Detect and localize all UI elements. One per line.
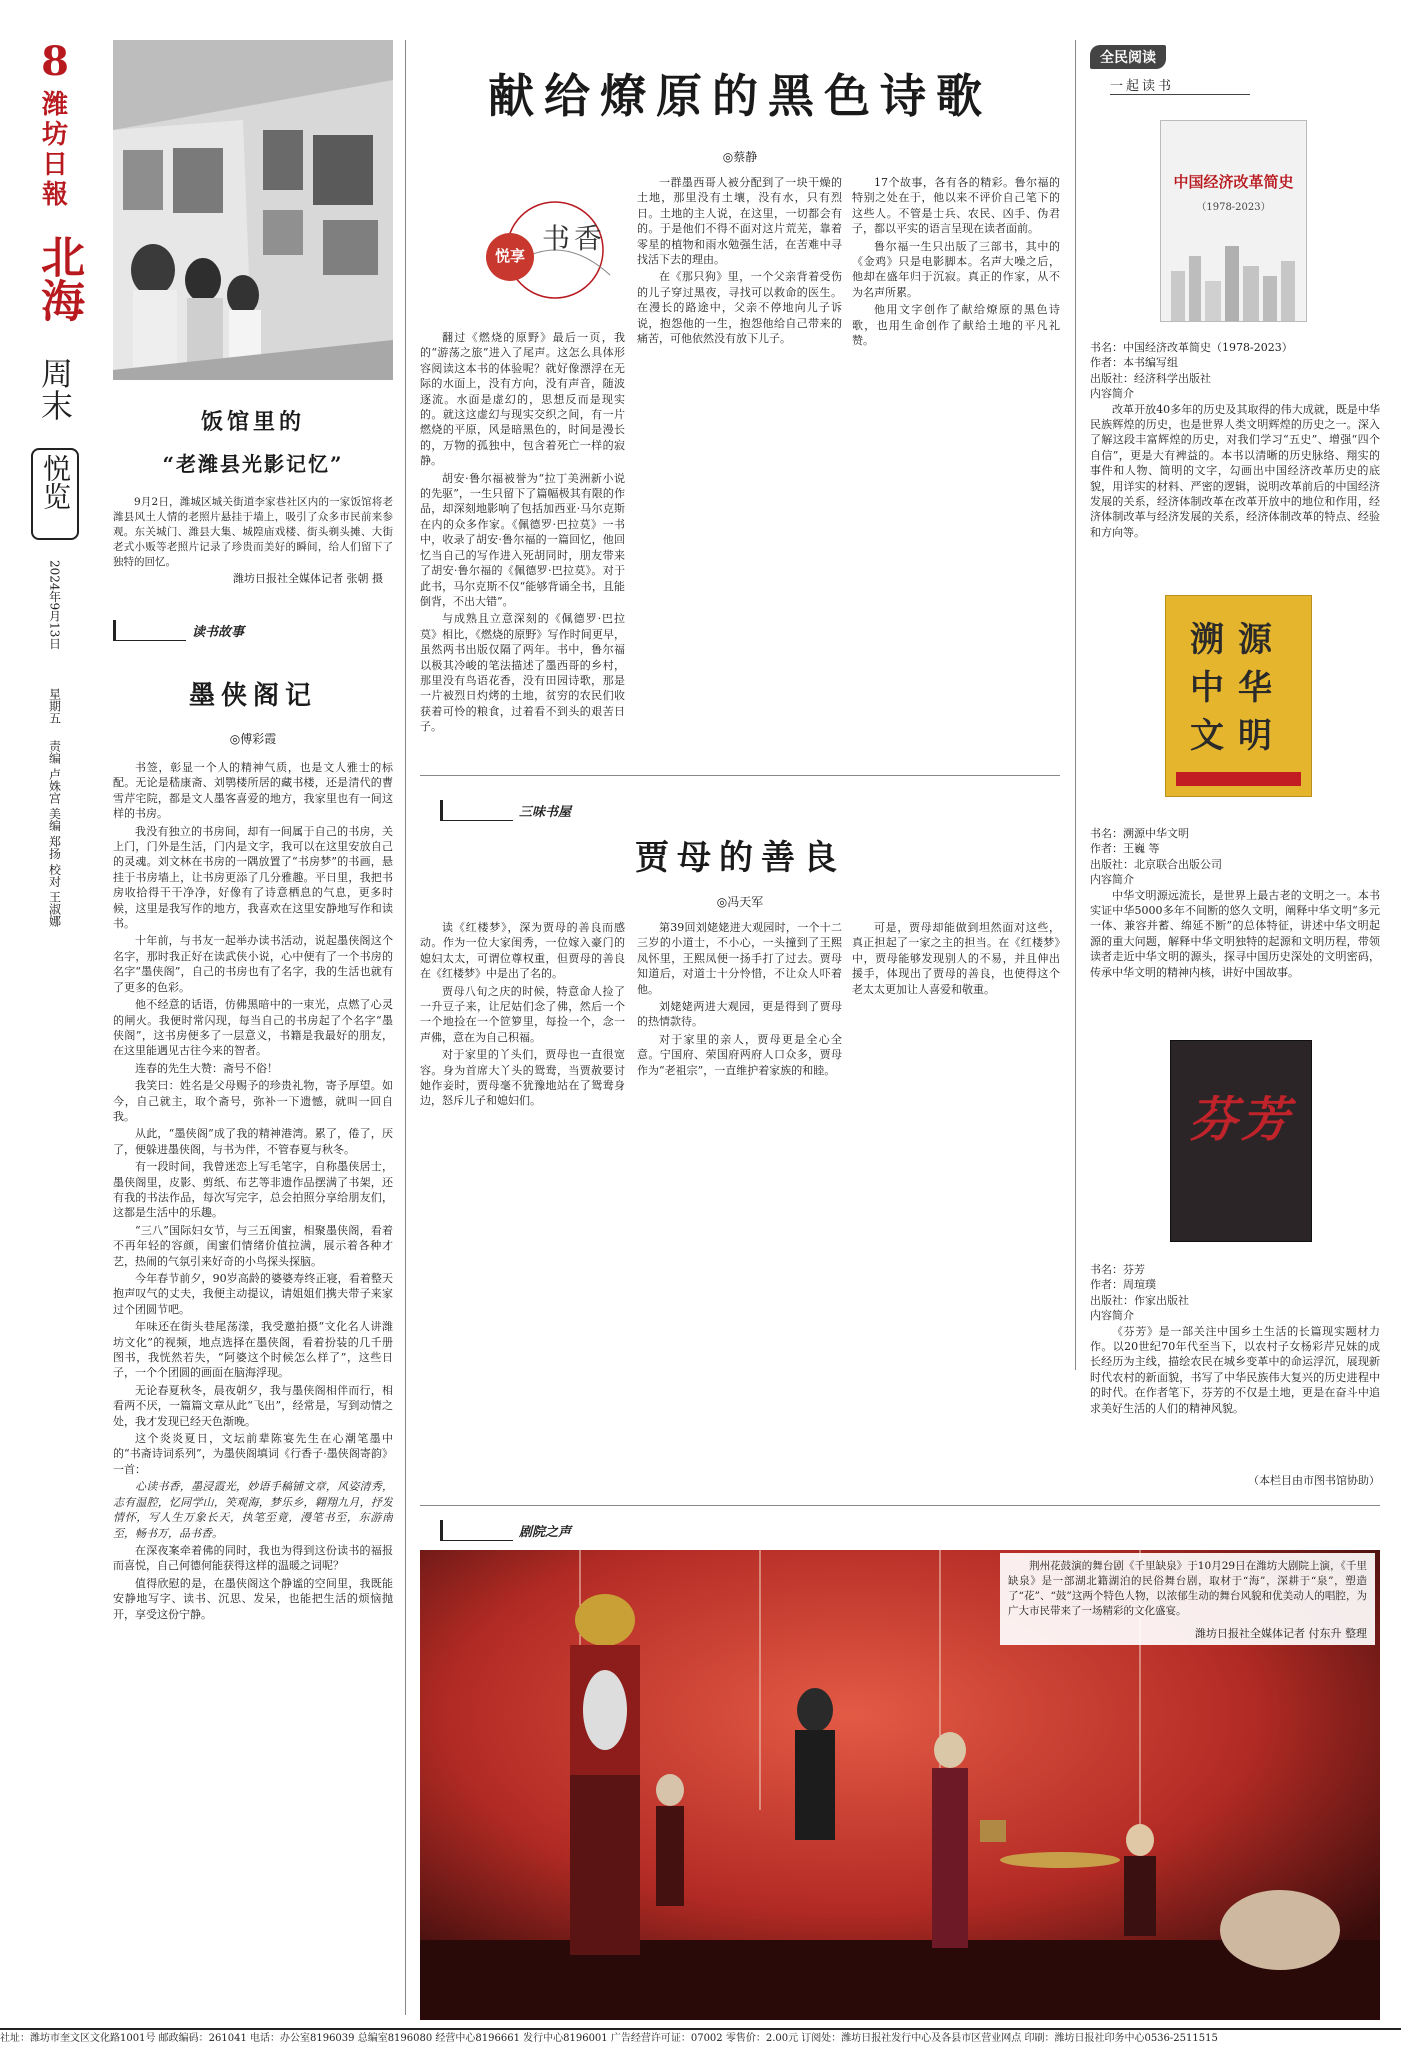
paragraph: 这个炎炎夏日，文坛前辈陈宴先生在心潮笔墨中的“书斋诗词系列”，为墨侠阁填词《行香子·墨侠阁寄韵》一首： [113,1432,393,1476]
paragraph: 今年春节前夕，90岁高龄的婆婆寿终正寝，看着整天抱声叹气的丈夫，我便主动提议，请姐姐们携夫带子来家过个团圆节吧。 [113,1272,393,1316]
section-name: 北海 [33,234,84,322]
theater-credit: 潍坊日报社全媒体记者 付东升 整理 [1195,1627,1367,1640]
essay2-col-3 [852,920,1060,1355]
paragraph: 无论春夏秋冬，晨夜朝夕，我与墨侠阁相伴而行，相看两不厌，一篇篇文章从此“飞出”，经常是，写到动情之处，我才发现已经天色渐晚。 [113,1383,393,1428]
book-cover-fenfang: 芬芳 [1170,1040,1312,1242]
book-author: 作者：王巍 等 [1090,842,1160,856]
paragraph: 有一段时间，我曾迷恋上写毛笔字，自称墨侠居士，墨侠阁里，皮影、剪纸、布艺等非遗作品摆满了书架，还有我的书法作品，每次写完字，总会拍照分享给朋友们，这都是生活中的乐趣。 [113,1160,393,1220]
book-cover-economic-reform: 中国经济改革简史 （1978-2023） [1160,120,1307,322]
paragraph: 在深夜案牵着佛的同时，我也为得到这份读书的福报而喜悦，自己何德何能获得这样的温暖之词呢？ [113,1543,393,1573]
paragraph: 一群墨西哥人被分配到了一块干燥的土地，那里没有土壤，没有水，只有烈日。土地的主人说，在这里，一切都会有的。于是他们不得不面对这片荒芜，靠着零星的植物和雨水勉强生活，在苦难中寻找活下去的理由。 [637,176,842,267]
seal-left-text: 悦享 [494,247,525,265]
reading-credit: （本栏目由市图书馆协助） [1248,1474,1380,1487]
reading-header [1090,45,1380,105]
editors-line: 责编 卢姝宫 美编 郑扬 校对 王淑娜 [47,740,62,928]
masthead [30,38,84,1080]
book-intro-label: 内容简介 [1090,387,1134,401]
paragraph: 书签，彰显一个人的精神气质，也是文人雅士的标配。无论是嵇康斋、刘鹗楼所居的藏书楼，还是清代的曹雪芹宅院，都是文人墨客喜爱的地方，我家里也有一间这样的书房。 [113,761,393,821]
essay2-col-1 [420,920,625,1355]
paragraph: 值得欣慰的是，在墨侠阁这个静谧的空间里，我既能安静地写字、读书、沉思、发呆，也能把生活的烦恼抛开，享受这份宁静。 [113,1576,393,1621]
paragraph: 可是，贾母却能做到坦然面对这些，真正担起了一家之主的担当。在《红楼梦》中，贾母能够发现别人的不易，并且伸出援手，体现出了贾母的善良，也使得这个老太太更加让人喜爱和敬重。 [852,921,1060,996]
book-author: 作者：周瑄璞 [1090,1278,1156,1292]
paragraph: 翻过《燃烧的原野》最后一页，我的“游荡之旅”进入了尾声。这怎么具体形容阅读这本书的体验呢？就好像漂浮在无际的水面上，没有方向，没有声音，随波逐流。水面是虚幻的，思想反而是现实的。就这这虚幻与现实交织之间，有一片燃烧的平原，风是暗黑色的，时间是漫长的，万物的孤独中，包含着死亡一样的寂静。 [420,331,625,468]
footer: 社址：潍坊市奎文区文化路1001号 邮政编码：261041 电话：办公室8196039 总编室8196080 经营中心8196661 发行中心8196001 广告经营许可证：07002 零售价：2.00元 订阅处：潍坊日报社发行中心及各县市区营业网点 印刷：潍坊日报社印务中心0536-2511515 [0,2028,1401,2048]
essay1-body [113,760,393,2015]
main-col-2 [637,175,842,760]
essay2-author: ◎冯天军 [716,895,764,909]
paragraph: 他用文字创作了献给燎原的黑色诗歌，也用生命创作了献给土地的平凡礼赞。 [852,303,1060,348]
paragraph: 胡安·鲁尔福被誉为“拉丁美洲新小说的先驱”，一生只留下了篇幅极其有限的作品，却深刻地影响了包括加西亚·马尔克斯在内的众多作家。《佩德罗·巴拉莫》一书中，收录了胡安·鲁尔福的一篇回忆，他回忆当自己的写作进入死胡同时，朋友带来了胡安·鲁尔福的《佩德罗·巴拉莫》。对于此书，马尔克斯不仅“能够背诵全书，且能倒背，不出大错”。 [420,471,625,608]
paragraph: 连春的先生大赞：斋号不俗！ [135,1061,278,1075]
main-col-3 [852,175,1060,760]
issue-date: 2024年9月13日 [47,560,62,650]
book-cover-chinese-civilization: 溯源中华文明 [1165,595,1312,797]
paragraph: 从此，“墨侠阁”成了我的精神港湾。累了，倦了，厌了，便躲进墨侠阁，与书为伴，不管春夏与秋冬。 [113,1127,393,1156]
essay1-author: ◎傅彩霞 [229,732,277,746]
book-author: 作者：本书编写组 [1090,356,1178,370]
paragraph: 对于家里的丫头们，贾母也一直很宽容。身为首席大丫头的鸳鸯，当贾赦要讨她作妾时，贾母毫不犹豫地站在了鸳鸯身边，怒斥儿子和媳妇们。 [420,1048,625,1108]
theater-caption-box [1000,1553,1375,1645]
book-intro: 中华文明源远流长，是世界上最古老的文明之一。本书实证中华5000多年不间断的悠久文明，阐释中华文明“多元一体、兼容并蓄、绵延不断”的总体特征，讲述中华文明起源的重大问题，解释中华文明独特的起源和文明历程，带领读者走近中华文明的源头，探寻中国历史深处的文明密码，传承中华文明的精神内核，讲好中国故事。 [1090,888,1380,979]
book-info-1 [1090,340,1380,617]
main-col-1 [420,330,625,760]
section-divider [420,775,1060,776]
book-intro: 改革开放40多年的历史及其取得的伟大成就，既是中华民族辉煌的历史，也是世界人类文明辉煌的历史之一。深入了解这段丰富辉煌的历史，对我们学习“五史”、增强“四个自信”，更是大有裨益的。本书以清晰的历史脉络、翔实的事件和人物、简明的文字，勾画出中国经济改革历史的底貌，用详实的材料、严密的逻辑，说明改革前后的中国经济发展的关系，经济体制改革在改革开放中的地位和作用，经济体制改革与经济发展的关系，经济体制改革的特点、经验和方向等。 [1090,402,1380,539]
paragraph: 刘姥姥两进大观园，更是得到了贾母的热情款待。 [637,1000,842,1029]
seal-right-text: 书香 [542,222,607,255]
essay2-col-2 [637,920,842,1355]
book-publisher: 出版社：经济科学出版社 [1090,371,1211,385]
paragraph: “三八”国际妇女节，与三五闺蜜，相聚墨侠阁，看着不再年轻的容颜，闺蜜们情绪价值拉满，展示着各种才艺，热闹的气氛引来好奇的小鸟探头探脑。 [113,1223,393,1268]
paragraph: 年味还在街头巷尾荡漾，我受邀拍摄“文化名人讲潍坊文化”的视频，地点选择在墨侠阁，看着扮装的几千册图书，我恍然若失，“阿婆这个时候怎么样了”，这些日子，一个个团圆的画面在脑海浮现。 [113,1320,393,1380]
paragraph: 我没有独立的书房间，却有一间属于自己的书房，关上门，门外是生活，门内是文字，我可以在这里安放自己的灵魂。刘文林在书房的一隅放置了“书房梦”的书画，悬挂于书房墙上，让书房更添了几分雅趣。平日里，我把书房收拾得干干净净，好像有了诗意栖息的气息，更多时候，这里是我写作的地方，我喜欢在这里安静地写作和读书。 [113,824,393,931]
essay1-title: 墨侠阁记 [188,681,317,711]
paragraph: 17个故事，各有各的精彩。鲁尔福的特别之处在于，他以来不评价自己笔下的这些人。不管是士兵、农民、凶手、伪君子，都以平实的语言呈现在读者面前。 [852,176,1060,236]
main-author: ◎蔡静 [722,150,758,164]
paper-name: 潍 坊 日 報 [41,90,68,210]
section-tag-reading-story: 读书故事 [113,620,244,641]
photo-title: 饭馆里的 “老潍县光影记忆” [162,409,344,476]
book-title: 书名：溯源中华文明 [1090,827,1189,840]
photo-credit: 潍坊日报社全媒体记者 张朝 摄 [233,572,383,585]
paragraph: 贾母八旬之庆的时候，特意命人捡了一升豆子来，让尼姑们念了佛，然后一个一个地捡在一个笸箩里，每捡一个，念一声佛，意在为自己积福。 [420,984,625,1044]
main-title: 献给燎原的黑色诗歌 [488,69,992,123]
book-publisher: 出版社：作家出版社 [1090,1293,1189,1307]
paragraph: 第39回刘姥姥进大观园时，一个十二三岁的小道士，不小心，一头撞到了王熙凤怀里，王熙凤便一扬手打了过去。贾母知道后，对道士十分怜惜，不让众人吓着他。 [637,921,842,996]
column-divider [405,40,406,2015]
news-photo-restaurant [113,40,393,380]
book-title: 书名：芬芳 [1090,1263,1145,1276]
column-seal [480,195,630,305]
section-divider [420,1505,1380,1506]
paragraph: 读《红楼梦》，深为贾母的善良而感动。作为一位大家闺秀，一位嫁入豪门的媳妇太太，可谓位尊权重，但贾母的善良在《红楼梦》中是出了名的。 [420,921,625,981]
issue-weekday: 星期五 [47,688,62,724]
reading-header-title: 全民阅读 [1090,45,1166,69]
paragraph: 在《那只狗》里，一个父亲背着受伤的儿子穿过黑夜，寻找可以救命的医生。在漫长的路途中，父亲不停地向儿子诉说，抱怨他的一生，抱怨他给自己带来的痛苦，可他依然没有放下儿子。 [637,270,842,346]
essay2-title: 贾母的善良 [635,838,845,878]
column-divider [1075,40,1076,1370]
section-tag-sanwei: 三味书屋 [440,800,571,821]
book-info-2 [1090,826,1380,1068]
page-number: 8 [41,38,69,85]
book-title: 书名：中国经济改革简史（1978-2023） [1090,341,1293,354]
column-label: 悦览 [31,448,79,540]
theater-caption: 荆州花鼓演的舞台剧《千里缺泉》于10月29日在潍坊大剧院上演，《千里缺泉》是一部湖北籍湖泊的民俗舞台剧，取材于“海”，深耕于“泉”，塑造了“花”、“鼓”这两个特色人物，以浓郁生动的舞台风貌和优美动人的唱腔，为广大市民带来了一场精彩的文化盛宴。 [1008,1560,1367,1617]
section-tag-theater: 剧院之声 [440,1520,571,1541]
paragraph: 对于家里的亲人，贾母更是全心全意。宁国府、荣国府两府人口众多，贾母作为“老祖宗”，一直维护着家族的和睦。 [637,1032,842,1077]
weekly-label: 周末 [36,357,74,421]
book-intro-label: 内容简介 [1090,1309,1134,1323]
paragraph: 鲁尔福一生只出版了三部书，其中的《金鸡》只是电影脚本。名声大噪之后，他却在盛年归于沉寂。真正的作家，从不为名声所累。 [852,239,1060,299]
book-intro: 《芬芳》是一部关注中国乡土生活的长篇现实题材力作。以20世纪70年代至当下，以农村子女杨彩芹兄妹的成长经历为主线，描绘农民在城乡变革中的命运浮沉，展现新时代农村的新面貌，书写了中华民族伟大复兴的历史进程中的时代。在作者笔下，芬芳的不仅是土地，更是在奋斗中追求美好生活的人们的精神风貌。 [1090,1324,1380,1415]
poem: 心读书香，墨浸霞光，妙语手稿铺文章，风姿清秀，志有温腔，忆同学山，笑观海，梦乐乡，翱翔九月，抒发情怀，写人生万象长天，执笔至竟，漫笔书至，东游南至，畅书万，品书香。 [113,1480,393,1540]
paragraph: 他不经意的话语，仿佛黑暗中的一束光，点燃了心灵的闸火。我便时常闪现，每当自己的书房起了个名字“墨侠阁”，这书房便多了一层意义，书籍是我最好的朋友，在这里能遇见古往今来的智者。 [113,998,393,1058]
book-publisher: 出版社：北京联合出版公司 [1090,857,1222,871]
paragraph: 与成熟且立意深刻的《佩德罗·巴拉莫》相比，《燃烧的原野》写作时间更早，虽然两书出版仅隔了两年。书中，鲁尔福以极其冷峻的笔法描述了墨西哥的乡村，那里没有鸟语花香，没有田园诗歌，那是一片被烈日灼烤的土地，贫穷的农民们收获着可怜的粮食，过着看不到头的艰苦日子。 [420,612,625,734]
reading-header-sub: 一起读书 [1110,75,1250,95]
paragraph: 我笑曰：姓名是父母赐予的珍贵礼物，寄予厚望。如今，自己就主，取个斋号，弥补一下遗憾，就叫一回自我。 [113,1079,393,1123]
photo-caption: 9月2日，潍城区城关街道李家巷社区内的一家饭馆将老潍县风土人情的老照片悬挂于墙上，吸引了众多市民前来参观。东关城门、潍县大集、城隍庙戏楼、街头剃头摊、大街老式小贩等老照片记录了珍贵而美好的瞬间，给人们留下了独特的回忆。 [113,496,393,568]
paragraph: 十年前，与书友一起举办读书活动，说起墨侠阁这个名字，那时我正好在读武侠小说，心中便有了一个书房的名字“墨侠阁”，自己的书房也有了名字，我的生活也就有了更多的色彩。 [113,934,393,994]
book-intro-label: 内容简介 [1090,873,1134,887]
